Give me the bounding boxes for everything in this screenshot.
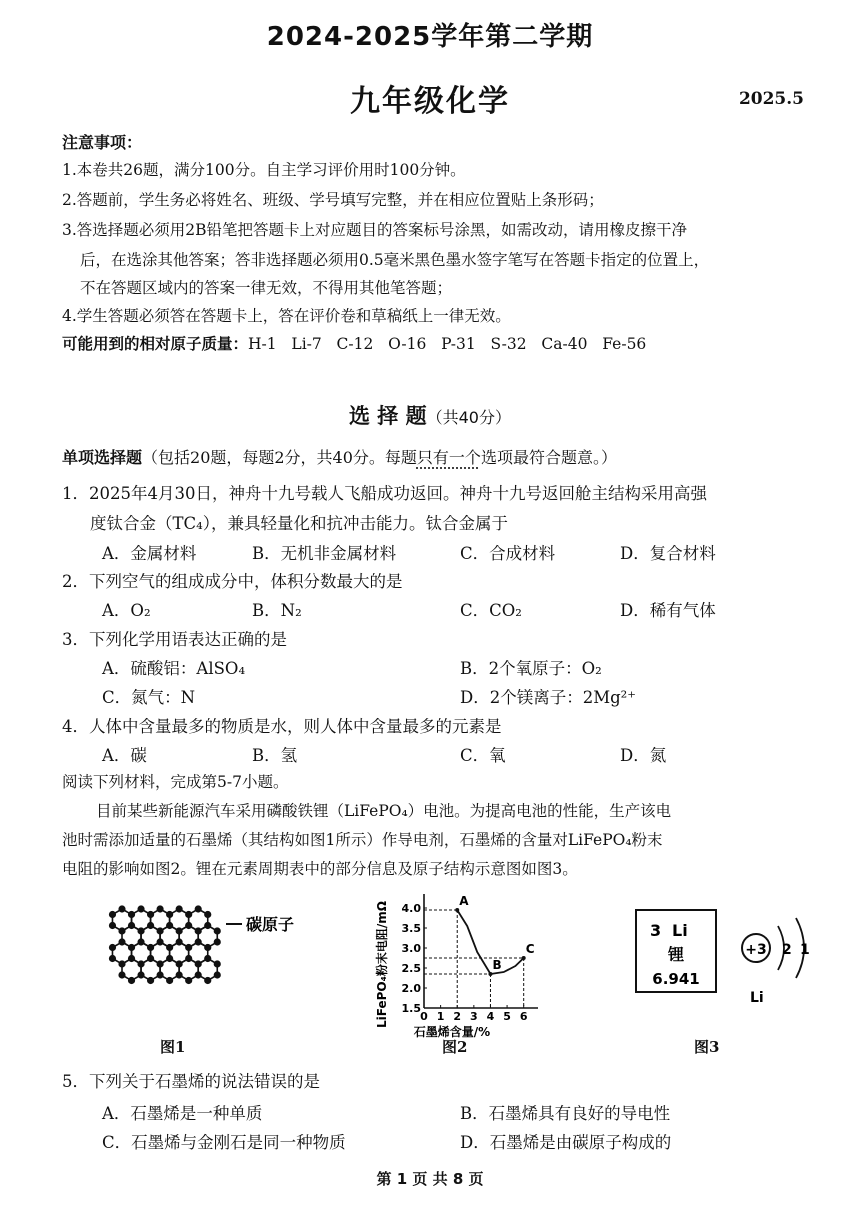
carbon-atom [204, 977, 211, 984]
carbon-atom [166, 911, 173, 918]
x-tick-label: 4 [486, 1010, 495, 1023]
section-name: 选 择 题 [349, 404, 427, 428]
carbon-atom [214, 971, 221, 978]
point-label: A [459, 894, 469, 908]
carbon-atom [176, 938, 183, 945]
shell-1-electrons: 2 [782, 942, 792, 958]
carbon-atom [176, 971, 183, 978]
carbon-atom [147, 977, 154, 984]
carbon-atom [166, 922, 173, 929]
carbon-atom [128, 955, 135, 962]
x-tick-label: 0 [420, 1010, 428, 1023]
question-1: 1．2025年4月30日，神舟十九号载人飞船成功返回。神舟十九号返回舱主结构采用高强 [62, 484, 707, 503]
carbon-atom [204, 922, 211, 929]
q5-option-d: D．石墨烯是由碳原子构成的 [460, 1133, 672, 1152]
y-tick-label: 2.0 [401, 982, 421, 995]
carbon-atom [137, 905, 144, 912]
carbon-atom [109, 911, 116, 918]
carbon-atom [157, 938, 164, 945]
chart-series [424, 894, 535, 1008]
carbon-atom [128, 944, 135, 951]
chart-ticks [402, 902, 528, 1023]
graphene-lattice [109, 905, 221, 984]
carbon-atom [147, 922, 154, 929]
carbon-atom [204, 955, 211, 962]
carbon-atom [166, 944, 173, 951]
x-axis-label: 石墨烯含量/% [413, 1025, 491, 1039]
y-tick-label: 1.5 [401, 1002, 421, 1015]
carbon-atom [109, 922, 116, 929]
y-axis-label: LiFePO₄粉末电阻/mΩ [375, 901, 389, 1028]
carbon-atom [137, 960, 144, 967]
y-tick-label: 4.0 [401, 902, 421, 915]
carbon-atom [176, 927, 183, 934]
carbon-atom [147, 944, 154, 951]
q3-option-c: C．氮气：N [102, 688, 196, 707]
notes-heading: 注意事项： [62, 133, 143, 152]
x-tick-label: 3 [470, 1010, 478, 1023]
atomic-masses-values: H-1 Li-7 C-12 O-16 P-31 S-32 Ca-40 Fe-56 [248, 335, 647, 353]
note-3-cont-2: 不在答题区域内的答案一律无效，不得用其他笔答题； [80, 279, 453, 297]
carbon-atom [214, 927, 221, 934]
carbon-atom [118, 938, 125, 945]
carbon-atom [147, 911, 154, 918]
q3-option-a: A．硫酸铝：AlSO₄ [102, 659, 246, 678]
instr-type: 单项选择题 [62, 448, 143, 467]
resistance-curve [457, 910, 524, 974]
x-tick-label: 1 [436, 1010, 445, 1023]
x-tick-label: 5 [503, 1010, 511, 1023]
x-tick-label: 6 [519, 1010, 528, 1023]
carbon-atom [166, 977, 173, 984]
element-symbol: Li [672, 921, 688, 940]
exam-date: 2025.5 [738, 89, 804, 109]
note-3-cont-1: 后，在选涂其他答案；答非选择题必须用0.5毫米黑色墨水签字笔写在答题卡指定的位置上， [80, 251, 710, 269]
x-tick-label: 2 [453, 1010, 462, 1023]
subject-title: 九年级化学 [350, 84, 510, 119]
carbon-atom [214, 960, 221, 967]
question-1-cont: 度钛合金（TC₄），兼具轻量化和抗冲击能力。钛合金属于 [90, 514, 508, 533]
carbon-atom [185, 944, 192, 951]
note-3: 3.答选择题必须用2B铅笔把答题卡上对应题目的答案标号涂黑，如需改动，请用橡皮擦干净 [62, 221, 688, 239]
question-5: 5．下列关于石墨烯的说法错误的是 [62, 1072, 320, 1091]
passage-line-2: 池时需添加适量的石墨烯（其结构如图1所示）作导电剂，石墨烯的含量对LiFePO₄粉末 [62, 831, 663, 849]
carbon-atom [185, 955, 192, 962]
carbon-atom [128, 911, 135, 918]
carbon-atom [176, 960, 183, 967]
carbon-atom [118, 905, 125, 912]
q1-option-d: D．复合材料 [620, 544, 716, 563]
carbon-atom [147, 955, 154, 962]
q3-option-b: B．2个氧原子：O₂ [460, 659, 602, 678]
figure-3-caption: 图3 [694, 1038, 720, 1056]
instr-text-a: （包括20题，每题2分，共40分。每题 [142, 448, 417, 467]
carbon-atom-label: 碳原子 [246, 915, 295, 934]
carbon-atom [137, 927, 144, 934]
section-score: （共40分） [426, 408, 511, 427]
carbon-atom [109, 944, 116, 951]
q5-option-b: B．石墨烯具有良好的导电性 [460, 1104, 671, 1123]
carbon-atom [137, 971, 144, 978]
instr-text-b: 选项最符合题意。） [480, 448, 617, 467]
figure-1-graphene [100, 902, 330, 1012]
figure-2-chart [372, 890, 552, 1040]
reading-instruction: 阅读下列材料，完成第5-7小题。 [62, 773, 289, 791]
carbon-atom [185, 922, 192, 929]
q1-option-b: B．无机非金属材料 [252, 544, 397, 563]
y-tick-label: 2.5 [401, 962, 421, 975]
carbon-atom [109, 955, 116, 962]
carbon-atom [157, 927, 164, 934]
carbon-atom [128, 922, 135, 929]
section-instructions [62, 445, 617, 468]
carbon-atom [214, 938, 221, 945]
question-4: 4．人体中含量最多的物质是水，则人体中含量最多的元素是 [62, 717, 502, 736]
chart-axes [424, 894, 538, 1008]
q2-option-c: C．CO₂ [460, 601, 522, 620]
carbon-atom [195, 971, 202, 978]
carbon-atom [118, 971, 125, 978]
q1-option-a: A．金属材料 [102, 544, 197, 563]
data-point [455, 908, 459, 912]
question-2: 2．下列空气的组成成分中，体积分数最大的是 [62, 572, 403, 591]
carbon-atom [195, 938, 202, 945]
data-point [522, 956, 526, 960]
question-3: 3．下列化学用语表达正确的是 [62, 630, 287, 649]
atomic-mass: 6.941 [652, 970, 700, 988]
carbon-atom [185, 977, 192, 984]
point-label: B [492, 958, 502, 972]
carbon-atom [157, 960, 164, 967]
page-footer: 第 1 页 共 8 页 [376, 1170, 484, 1188]
q5-option-a: A．石墨烯是一种单质 [102, 1104, 263, 1123]
carbon-atom [204, 944, 211, 951]
data-point [488, 972, 492, 976]
q2-option-d: D．稀有气体 [620, 601, 716, 620]
q3-option-d: D．2个镁离子：2Mg²⁺ [460, 688, 637, 707]
carbon-atom [137, 938, 144, 945]
carbon-atom [195, 905, 202, 912]
q5-option-c: C．石墨烯与金刚石是同一种物质 [102, 1133, 346, 1152]
note-4: 4.学生答题必须答在答题卡上，答在评价卷和草稿纸上一律无效。 [62, 307, 511, 325]
carbon-atom [185, 911, 192, 918]
note-1: 1.本卷共26题，满分100分。自主学习评价用时100分钟。 [62, 161, 466, 179]
q1-option-c: C．合成材料 [460, 544, 556, 563]
atom-diagram-label: Li [750, 990, 764, 1004]
shell-2-electrons: 1 [800, 942, 810, 958]
atomic-number: 3 [650, 921, 662, 940]
carbon-atom [195, 927, 202, 934]
passage-line-1: 目前某些新能源汽车采用磷酸铁锂（LiFePO₄）电池。为提高电池的性能，生产该电 [96, 802, 672, 820]
carbon-atom [195, 960, 202, 967]
note-2: 2.答题前，学生务必将姓名、班级、学号填写完整，并在相应位置贴上条形码； [62, 191, 604, 209]
nucleus-charge: +3 [745, 942, 767, 958]
figure-3-lithium [628, 904, 818, 1004]
point-label: C [525, 942, 535, 956]
passage-line-3: 电阻的影响如图2。锂在元素周期表中的部分信息及原子结构示意图如图3。 [62, 860, 578, 878]
figure-2-caption: 图2 [442, 1038, 468, 1056]
atomic-masses-label: 可能用到的相对原子质量： [62, 335, 249, 353]
carbon-atom [128, 977, 135, 984]
carbon-atom [118, 960, 125, 967]
y-tick-label: 3.0 [401, 942, 421, 955]
carbon-atom [176, 905, 183, 912]
figure-1-caption: 图1 [160, 1038, 186, 1056]
q4-option-b: B．氢 [252, 746, 298, 765]
carbon-atom [166, 955, 173, 962]
carbon-atom [157, 971, 164, 978]
q2-option-b: B．N₂ [252, 601, 302, 620]
q2-option-a: A．O₂ [102, 601, 151, 620]
y-tick-label: 3.5 [401, 922, 421, 935]
q4-option-d: D．氮 [620, 746, 667, 765]
instr-emphasis: 只有一个 [416, 448, 481, 467]
section-title [0, 400, 860, 430]
term-title: 2024-2025学年第二学期 [266, 22, 594, 52]
q4-option-c: C．氧 [460, 746, 506, 765]
carbon-atom [204, 911, 211, 918]
element-name: 锂 [667, 945, 685, 964]
carbon-atom [118, 927, 125, 934]
q4-option-a: A．碳 [102, 746, 147, 765]
carbon-atom [157, 905, 164, 912]
atomic-masses [62, 332, 646, 354]
